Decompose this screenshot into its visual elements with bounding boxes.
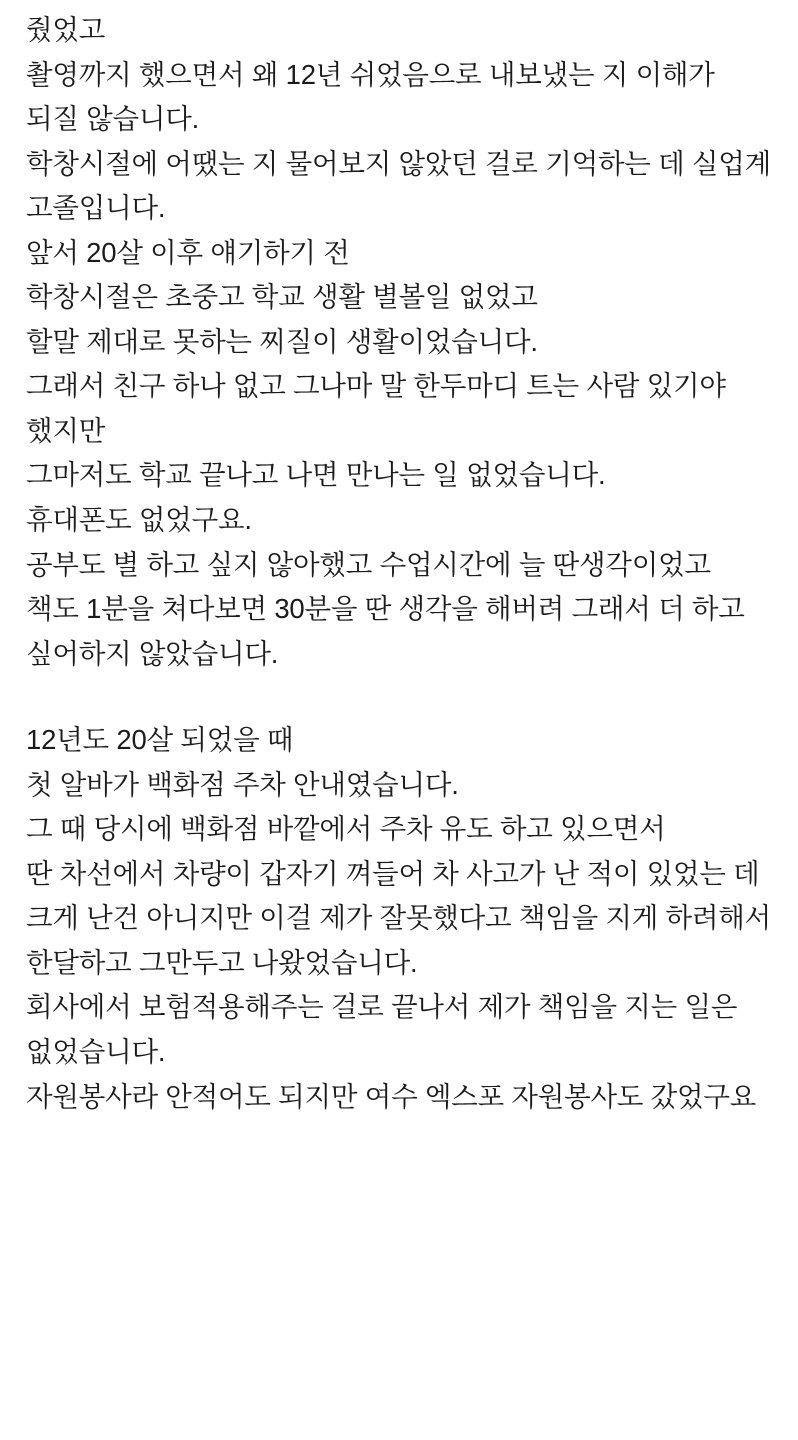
paragraph: 그 때 당시에 백화점 바깥에서 주차 유도 하고 있으면서 xyxy=(26,813,666,845)
paragraph: 촬영까지 했으면서 왜 12년 쉬었음으로 내보냈는 지 이해가 되질 않습니다. xyxy=(26,58,723,135)
paragraph: 첫 알바가 백화점 주차 안내였습니다. xyxy=(26,768,459,800)
paragraph: 그마저도 학교 끝나고 나면 만나는 일 없었습니다. xyxy=(26,459,606,491)
paragraph: 학창시절은 초중고 학교 생활 별볼일 없었고 xyxy=(26,281,538,313)
paragraph-block-two xyxy=(26,718,772,1119)
paragraph-block-one xyxy=(26,8,779,676)
paragraph: 자원봉사라 안적어도 되지만 여수 엑스포 자원봉사도 갔었구요 xyxy=(26,1080,757,1112)
paragraph: 12년도 20살 되었을 때 xyxy=(26,724,294,756)
paragraph: 책도 1분을 쳐다보면 30분을 딴 생각을 해버려 그래서 더 하고 싶어하지 않았습니다. xyxy=(26,593,753,669)
paragraph: 딴 차선에서 차량이 갑자기 껴들어 차 사고가 난 적이 있었는 데 xyxy=(26,857,760,889)
paragraph: 크게 난건 아니지만 이걸 제가 잘못했다고 책임을 지게 하려해서 xyxy=(26,902,772,934)
paragraph-gap xyxy=(26,676,772,718)
paragraph: 그래서 친구 하나 없고 그나마 말 한두마디 트는 사람 있기야 했지만 xyxy=(26,370,734,446)
paragraph: 휴대폰도 없었구요. xyxy=(26,504,252,536)
paragraph: 공부도 별 하고 싶지 않아했고 수업시간에 늘 딴생각이었고 xyxy=(26,548,711,580)
paragraph: 한달하고 그만두고 나왔었습니다. xyxy=(26,946,418,978)
paragraph: 할말 제대로 못하는 찌질이 생활이었습니다. xyxy=(26,325,538,357)
paragraph: 줬었고 xyxy=(26,14,106,45)
paragraph: 학창시절에 어땠는 지 물어보지 않았던 걸로 기억하는 데 실업계 고졸입니다. xyxy=(26,147,779,224)
post-body xyxy=(26,8,779,1119)
paragraph: 앞서 20살 이후 얘기하기 전 xyxy=(26,236,350,268)
paragraph: 회사에서 보험적용해주는 걸로 끝나서 제가 책임을 지는 일은 없었습니다. xyxy=(26,991,745,1068)
